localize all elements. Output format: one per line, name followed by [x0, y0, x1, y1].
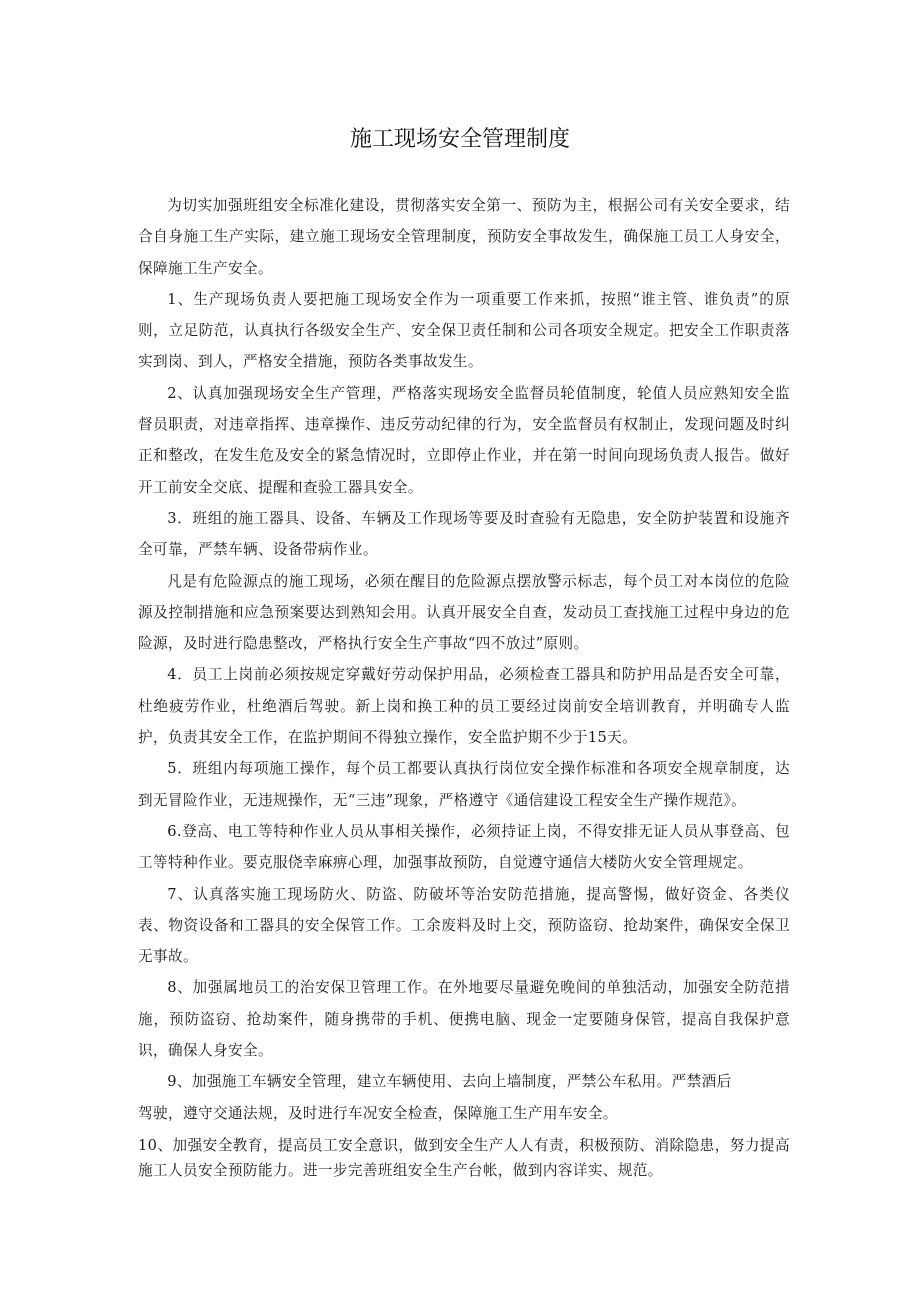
paragraph-item-7: 7、认真落实施工现场防火、防盗、防破坏等治安防范措施，提高警惕，做好资金、各类仪表、物资设备和工器具的安全保管工作。工余废料及时上交，预防盗窃、抢劫案件，确保安全保卫无事故。: [138, 885, 790, 966]
paragraph-item-10: 10、加强安全教育，提高员工安全意识，做到安全生产人人有责，积极预防、消除隐患，努力提高施工人员安全预防能力。进一步完善班组安全生产台帐，做到内容详实、规范。: [138, 1136, 790, 1179]
paragraph-item-5: 5．班组内每项施工操作，每个员工都要认真执行岗位安全操作标准和各项安全规章制度，达到无冒险作业，无违规操作，无“三违”现象，严格遵守《通信建设工程安全生产操作规范》。: [138, 760, 790, 809]
paragraph-item-3: 3．班组的施工器具、设备、车辆及工作现场等要及时查验有无隐患，安全防护装置和设施齐全可靠，严禁车辆、设备带病作业。: [138, 509, 790, 559]
intro-paragraph: 为切实加强班组安全标准化建设，贯彻落实安全第一、预防为主，根据公司有关安全要求，结合自身施工生产实际，建立施工现场安全管理制度，预防安全事故发生，确保施工员工人身安全，保障施工生产安全。: [138, 197, 790, 277]
paragraph-item-9-continued: 驾驶，遵守交通法规，及时进行车况安全检查，保障施工生产用车安全。: [138, 1104, 618, 1122]
document-body: [138, 190, 790, 1183]
document-title: 施工现场安全管理制度: [349, 127, 570, 152]
paragraph-item-8: 8、加强属地员工的治安保卫管理工作。在外地要尽量避免晚间的单独活动，加强安全防范措施，预防盗窃、抢劫案件，随身携带的手机、便携电脑、现金一定要随身保管，提高自我保护意识，确保人身安全。: [138, 979, 790, 1060]
paragraph-item-2: 2、认真加强现场安全生产管理，严格落实现场安全监督员轮值制度，轮值人员应熟知安全监督员职责，对违章指挥、违章操作、违反劳动纪律的行为，安全监督员有权制止，发现问题及时纠正和整改，在发生危及安全的紧急情况时，立即停止作业，并在第一时间向现场负责人报告。做好开工前安全交底、提醒和查验工器具安全。: [138, 384, 790, 496]
paragraph-hazard-sources: 凡是有危险源点的施工现场，必须在醒目的危险源点摆放警示标志，每个员工对本岗位的危险源及控制措施和应急预案要达到熟知会用。认真开展安全自查，发动员工查找施工过程中身边的危险源，及时进行隐患整改，严格执行安全生产事故“四不放过”原则。: [138, 572, 790, 653]
paragraph-item-6: 6.登高、电工等特种作业人员从事相关操作，必须持证上岗，不得安排无证人员从事登高、包工等特种作业。要克服侥幸麻痹心理，加强事故预防，自觉遵守通信大楼防火安全管理规定。: [138, 822, 790, 872]
paragraph-item-4: 4．员工上岗前必须按规定穿戴好劳动保护用品，必须检查工器具和防护用品是否安全可靠，杜绝疲劳作业，杜绝酒后驾驶。新上岗和换工种的员工要经过岗前安全培训教育，并明确专人监护，负责其安全工作，在监护期间不得独立操作，安全监护期不少于15天。: [138, 666, 790, 747]
paragraph-item-9: 9、加强施工车辆安全管理，建立车辆使用、去向上墙制度，严禁公车私用。严禁酒后: [167, 1073, 732, 1091]
paragraph-item-1: 1、生产现场负责人要把施工现场安全作为一项重要工作来抓，按照“谁主管、谁负责”的原则，立足防范，认真执行各级安全生产、安全保卫责任制和公司各项安全规定。把安全工作职责落实到岗、到人，严格安全措施，预防各类事故发生。: [138, 290, 790, 371]
